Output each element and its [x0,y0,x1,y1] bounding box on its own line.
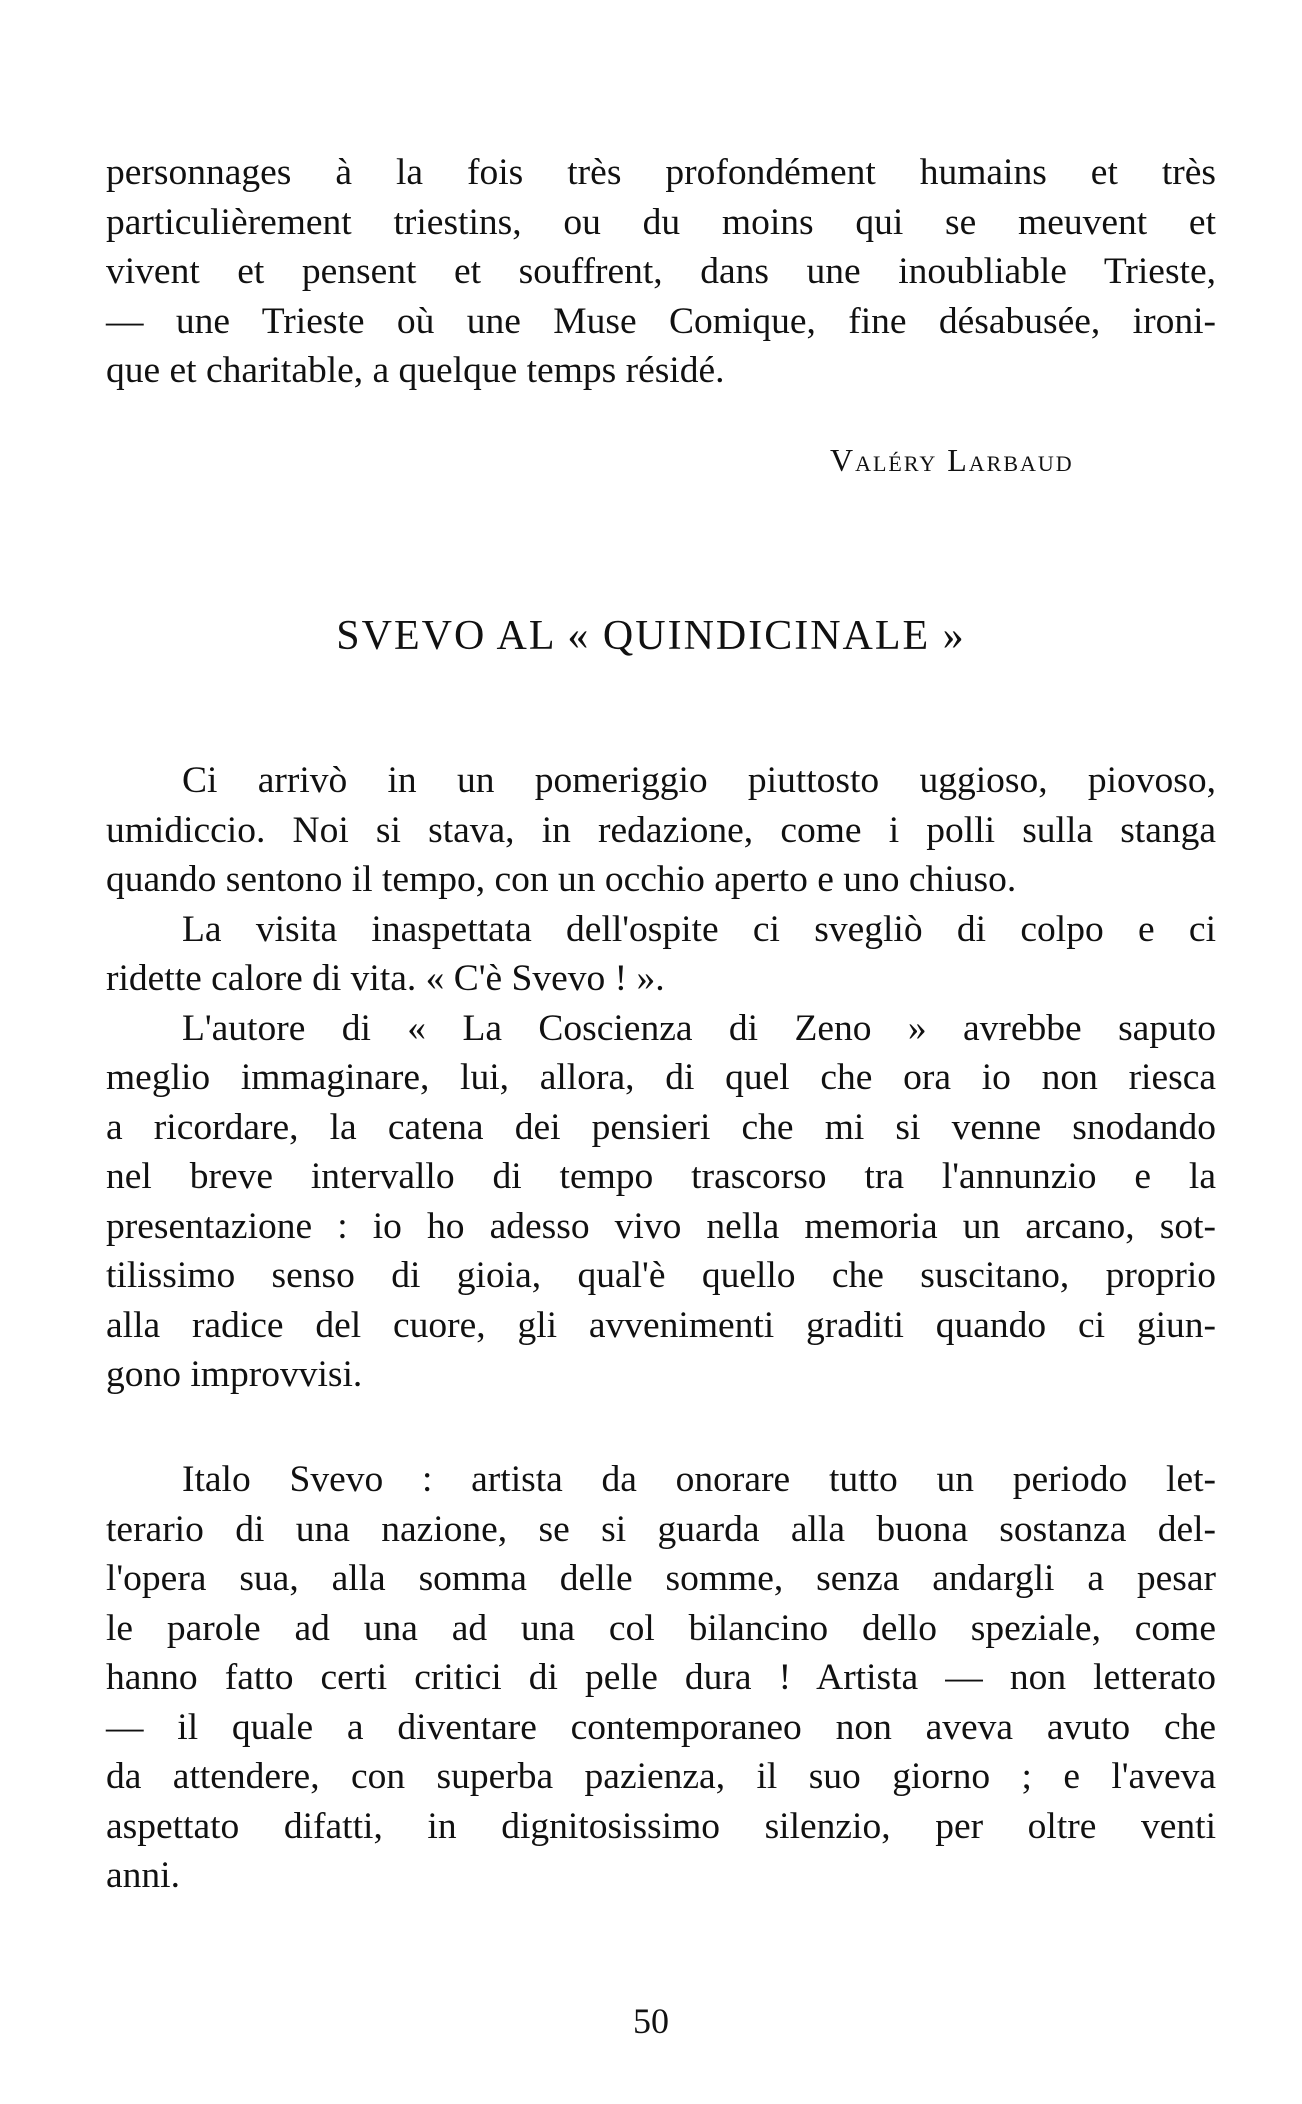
text-line: — une Trieste où une Muse Comique, fine désabusée, ironi- [106,300,1216,342]
paragraph-2 [106,905,1216,1004]
text-line: La visita inaspettata dell'ospite ci svegliò di colpo e ci [182,908,1216,950]
section-title: SVEVO AL « QUINDICINALE » [336,613,966,659]
paragraph-1 [106,756,1216,905]
text-line: a ricordare, la catena dei pensieri che mi si venne snodando [106,1106,1216,1148]
text-line: anni. [106,1855,180,1896]
text-line: meglio immaginare, lui, allora, di quel che ora io non riesca [106,1057,1216,1098]
text-line: terario di una nazione, se si guarda alla buona sostanza del- [106,1508,1216,1550]
author-signature: Valéry Larbaud [830,442,1074,478]
text-line: le parole ad una ad una col bilancino dello speziale, come [106,1607,1216,1649]
text-line: Ci arrivò in un pomeriggio piuttosto uggioso, piovoso, [182,760,1216,801]
text-line: personnages à la fois très profondément humains et très [106,152,1216,193]
text-line: gono improvvisi. [106,1354,363,1395]
text-line: particulièrement triestins, ou du moins qui se meuvent et [106,201,1216,243]
text-line: quando sentono il tempo, con un occhio aperto e uno chiuso. [106,859,1017,900]
paragraph-3 [106,1004,1216,1400]
text-line: alla radice del cuore, gli avvenimenti graditi quando ci giun- [106,1304,1216,1346]
text-line: presentazione : io ho adesso vivo nella memoria un arcano, sot- [106,1205,1216,1247]
text-line: ridette calore di vita. « C'è Svevo ! ». [106,958,665,999]
text-line: nel breve intervallo di tempo trascorso tra l'annunzio e la [106,1156,1216,1197]
text-line: da attendere, con superba pazienza, il suo giorno ; e l'aveva [106,1756,1216,1797]
text-line: hanno fatto certi critici di pelle dura ! Artista — non letterato [106,1657,1216,1698]
text-line: tilissimo senso di gioia, qual'è quello che suscitano, proprio [106,1255,1216,1296]
intro-paragraph [106,148,1216,396]
text-line: umidiccio. Noi si stava, in redazione, come i polli sulla stanga [106,809,1216,851]
text-line: l'opera sua, alla somma delle somme, senza andargli a pesar [106,1558,1216,1599]
text-line: aspettato difatti, in dignitosissimo silenzio, per oltre venti [106,1805,1216,1847]
text-line: L'autore di « La Coscienza di Zeno » avrebbe saputo [182,1007,1216,1049]
page-number: 50 [633,2001,669,2041]
text-line: — il quale a diventare contemporaneo non aveva avuto che [106,1706,1216,1748]
text-line: vivent et pensent et souffrent, dans une inoubliable Trieste, [106,251,1216,292]
text-line: que et charitable, a quelque temps résidé. [106,350,725,391]
text-line: Italo Svevo : artista da onorare tutto un periodo let- [182,1459,1216,1500]
paragraph-4 [106,1455,1216,1901]
